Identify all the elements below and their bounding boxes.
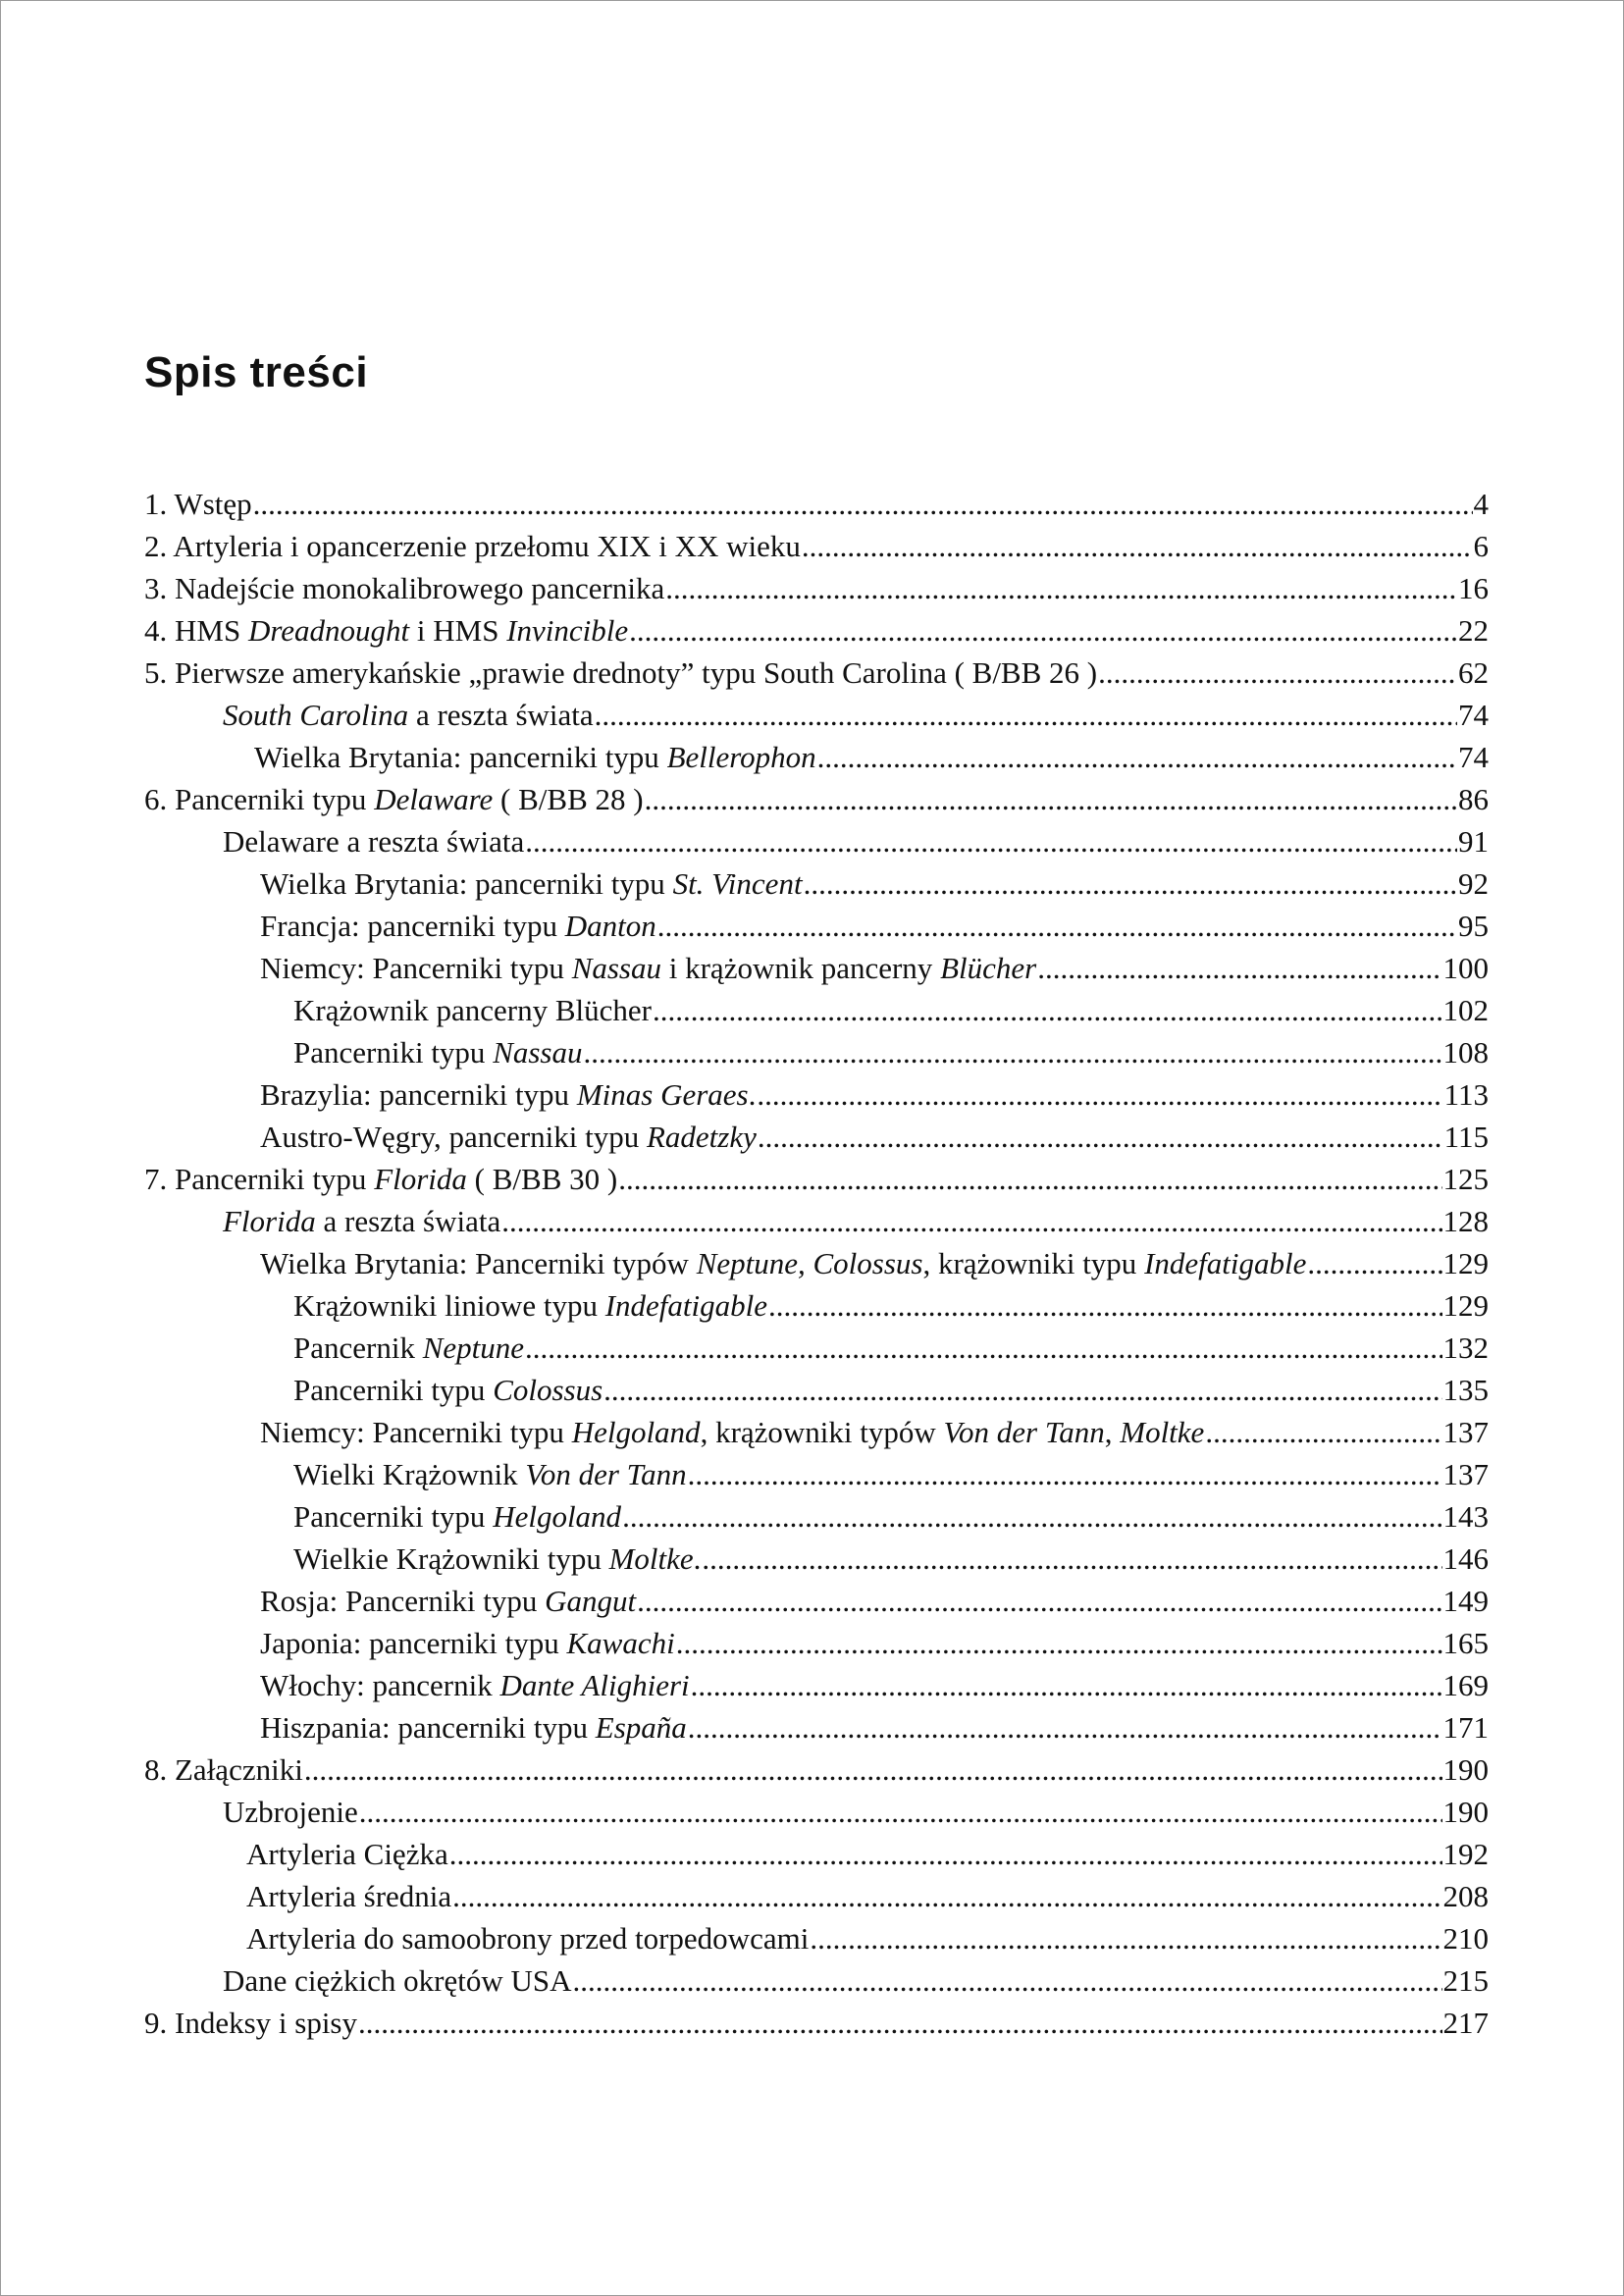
toc-title-italic: Helgoland [571,1415,701,1449]
toc-page-number: 210 [1442,1921,1489,1956]
toc-entry [144,567,1489,609]
dot-leader [804,862,1457,905]
toc-page-number: 217 [1442,2006,1489,2040]
toc-title-text: 6. Pancerniki typu [144,782,375,816]
dot-leader [637,1580,1441,1622]
toc-entry-title [260,1622,675,1664]
toc-title-italic: Indefatigable [604,1288,767,1323]
toc-page-number: 62 [1458,655,1489,690]
toc-entry [144,1959,1489,2002]
toc-entry [144,483,1489,525]
toc-title-italic: Nassau [493,1035,583,1070]
toc-title-text: , [1104,1415,1121,1449]
toc-page-number: 74 [1458,698,1489,732]
toc-title-italic: Minas Geraes [576,1077,749,1112]
toc-entry-title [260,947,1036,989]
toc-entry-title [223,694,594,736]
toc-page-number: 86 [1458,782,1489,816]
toc-entry-title [293,1327,524,1369]
toc-entry [144,1284,1489,1327]
toc-page-number: 92 [1458,866,1489,901]
toc-entry-title [246,1833,448,1875]
toc-page-number: 125 [1442,1162,1489,1196]
toc-page-number: 171 [1442,1710,1489,1745]
toc-title-text: Pancerniki typu [293,1373,494,1407]
toc-title-text: 1. Wstęp [144,487,252,521]
toc-title-italic: St. Vincent [672,866,803,901]
toc-title-italic: Blücher [940,951,1037,985]
toc-entry [144,1073,1489,1116]
dot-leader [595,694,1457,736]
toc-entry [144,778,1489,820]
toc-entry [144,1706,1489,1748]
toc-title-text: Delaware a reszta świata [223,824,525,859]
toc-entry [144,1200,1489,1242]
toc-title-text: a reszta świata [408,698,594,732]
toc-page-number: 6 [1473,529,1489,563]
toc-entry-title [260,1411,1204,1453]
toc-entry [144,1453,1489,1495]
toc-entry-title [223,820,524,862]
dot-leader [358,2002,1442,2044]
toc-page-number: 146 [1442,1541,1489,1576]
toc-page-number: 132 [1442,1331,1489,1365]
toc-title-text: Niemcy: Pancerniki typu [260,951,572,985]
toc-title-italic: Indefatigable [1144,1246,1307,1280]
toc-page-number: 208 [1442,1879,1489,1913]
toc-title-text: Wielka Brytania: Pancerniki typów [260,1246,697,1280]
dot-leader [525,820,1457,862]
toc-entry-title [144,525,801,567]
dot-leader [618,1158,1441,1200]
toc-title-text: Rosja: Pancerniki typu [260,1584,546,1618]
dot-leader [525,1327,1441,1369]
toc-page-number: 91 [1458,824,1489,859]
toc-entry-title [223,1791,358,1833]
toc-page-number: 215 [1442,1963,1489,1998]
toc-title-text: Pancerniki typu [293,1499,494,1534]
toc-title-italic: España [595,1710,687,1745]
dot-leader [768,1284,1442,1327]
toc-title-text: Uzbrojenie [223,1795,358,1829]
dot-leader [691,1664,1442,1706]
toc-entry [144,1327,1489,1369]
toc-title-text: Austro-Węgry, pancerniki typu [260,1120,647,1154]
toc-title-text: Dane ciężkich okrętów USA [223,1963,572,1998]
toc-entry-title [293,1369,602,1411]
page-title: Spis treści [144,348,369,396]
dot-leader [573,1959,1442,2002]
toc-title-text: Krążowniki liniowe typu [293,1288,605,1323]
toc-page-number: 108 [1442,1035,1489,1070]
toc-entry [144,1580,1489,1622]
toc-entry-title [293,1031,583,1073]
toc-title-italic: Colossus [493,1373,603,1407]
toc-entry [144,989,1489,1031]
toc-entry [144,694,1489,736]
toc-page-number: 74 [1458,740,1489,774]
dot-leader [1098,652,1457,694]
toc-title-text: 9. Indeksy i spisy [144,2006,357,2040]
toc-title-italic: Kawachi [566,1626,675,1660]
toc-page-number: 4 [1473,487,1489,521]
toc-entry [144,1031,1489,1073]
toc-entry-title [223,1200,500,1242]
toc-title-text: Wielka Brytania: pancerniki typu [254,740,667,774]
toc-page-number: 169 [1442,1668,1489,1702]
dot-leader [802,525,1473,567]
toc-entry-title [293,989,652,1031]
toc-entry [144,1622,1489,1664]
toc-entry [144,862,1489,905]
toc-title-italic: Neptune, Colossus [696,1246,923,1280]
toc-page-number: 149 [1442,1584,1489,1618]
table-of-contents [144,483,1489,2044]
toc-entry-title [293,1284,767,1327]
toc-entry [144,1242,1489,1284]
dot-leader [304,1748,1442,1791]
toc-title-text: Japonia: pancerniki typu [260,1626,567,1660]
toc-entry [144,609,1489,652]
toc-page-number: 102 [1442,993,1489,1027]
toc-page-number: 190 [1442,1795,1489,1829]
dot-leader [688,1706,1442,1748]
toc-entry-title [260,905,656,947]
toc-entry [144,1748,1489,1791]
toc-title-text: Niemcy: Pancerniki typu [260,1415,572,1449]
toc-title-italic: Invincible [506,613,629,648]
toc-title-italic: Dreadnought [247,613,410,648]
toc-title-italic: Moltke [608,1541,694,1576]
toc-title-text: ( B/BB 28 ) [493,782,644,816]
toc-title-text: Artyleria średnia [246,1879,452,1913]
toc-entry-title [144,2002,357,2044]
dot-leader [645,778,1457,820]
toc-title-italic: Bellerophon [666,740,816,774]
toc-entry-title [260,1664,690,1706]
toc-page-number: 129 [1442,1246,1489,1280]
toc-entry [144,736,1489,778]
toc-page-number: 165 [1442,1626,1489,1660]
toc-entry [144,1116,1489,1158]
toc-title-text: a reszta świata [315,1204,501,1238]
toc-entry [144,1538,1489,1580]
toc-title-text: . [748,1077,757,1112]
toc-entry-title [293,1495,621,1538]
toc-title-text: Brazylia: pancerniki typu [260,1077,577,1112]
toc-title-text: 5. Pierwsze amerykańskie „prawie drednoty” typu South Carolina ( B/BB 26 ) [144,655,1098,690]
toc-entry-title [144,609,628,652]
toc-entry [144,1495,1489,1538]
dot-leader [653,989,1442,1031]
toc-title-text: 4. HMS [144,613,248,648]
dot-leader [629,609,1457,652]
toc-page-number: 143 [1442,1499,1489,1534]
toc-entry [144,1158,1489,1200]
toc-entry-title [144,778,644,820]
dot-leader [702,1538,1441,1580]
toc-title-italic: South Carolina [223,698,409,732]
toc-entry [144,2002,1489,2044]
toc-title-text: 8. Załączniki [144,1752,303,1787]
toc-title-text: Wielka Brytania: pancerniki typu [260,866,673,901]
dot-leader [584,1031,1442,1073]
dot-leader [603,1369,1441,1411]
toc-entry [144,905,1489,947]
dot-leader [665,567,1457,609]
toc-entry [144,1369,1489,1411]
toc-page-number: 16 [1458,571,1489,605]
dot-leader [1037,947,1441,989]
toc-entry-title [293,1453,687,1495]
dot-leader [501,1200,1441,1242]
toc-title-text: 7. Pancerniki typu [144,1162,375,1196]
toc-title-italic: Nassau [571,951,661,985]
dot-leader [359,1791,1442,1833]
dot-leader [449,1833,1442,1875]
toc-entry-title [246,1917,809,1959]
toc-title-text: i HMS [409,613,507,648]
toc-entry-title [144,1158,617,1200]
toc-title-italic: Radetzky [646,1120,757,1154]
toc-title-italic: Dante Alighieri [499,1668,690,1702]
toc-title-text: Hiszpania: pancerniki typu [260,1710,596,1745]
toc-entry [144,1833,1489,1875]
toc-entry [144,1791,1489,1833]
toc-entry [144,1917,1489,1959]
toc-title-text: Artyleria Ciężka [246,1837,448,1871]
toc-page-number: 128 [1442,1204,1489,1238]
toc-entry-title [246,1875,451,1917]
dot-leader [452,1875,1441,1917]
toc-entry-title [260,1580,636,1622]
toc-entry-title [260,1242,1306,1284]
toc-title-italic: Gangut [545,1584,637,1618]
toc-title-text: Wielki Krążownik [293,1457,526,1491]
toc-entry-title [144,652,1097,694]
toc-page-number: 95 [1458,909,1489,943]
dot-leader [688,1453,1442,1495]
toc-title-text: Wielkie Krążowniki typu [293,1541,609,1576]
toc-title-text: Krążownik pancerny Blücher [293,993,652,1027]
toc-title-text: Artyleria do samoobrony przed torpedowcami [246,1921,810,1956]
toc-entry [144,525,1489,567]
toc-page-number: 192 [1442,1837,1489,1871]
toc-title-text: . [693,1541,702,1576]
dot-leader [758,1116,1443,1158]
toc-title-text: Pancernik [293,1331,423,1365]
toc-title-italic: Neptune [422,1331,525,1365]
toc-entry [144,1875,1489,1917]
dot-leader [817,736,1457,778]
toc-entry-title [223,1959,572,2002]
toc-entry-title [293,1538,701,1580]
toc-title-text: ( B/BB 30 ) [466,1162,618,1196]
toc-entry-title [144,1748,303,1791]
toc-entry [144,947,1489,989]
dot-leader [757,1073,1442,1116]
toc-title-italic: Von der Tann [943,1415,1105,1449]
dot-leader [622,1495,1441,1538]
toc-title-text: 2. Artyleria i opancerzenie przełomu XIX i XX wieku [144,529,801,563]
dot-leader [676,1622,1442,1664]
toc-title-italic: Florida [374,1162,467,1196]
dot-leader [810,1917,1441,1959]
toc-entry-title [260,1116,757,1158]
toc-entry-title [144,483,252,525]
dot-leader [1205,1411,1441,1453]
toc-title-italic: Delaware [374,782,494,816]
toc-page-number: 135 [1442,1373,1489,1407]
toc-entry-title [260,1706,687,1748]
toc-title-text: Francja: pancerniki typu [260,909,565,943]
toc-title-italic: Florida [223,1204,316,1238]
dot-leader [657,905,1457,947]
dot-leader [1307,1242,1441,1284]
toc-entry-title [260,862,803,905]
toc-title-text: , krążowniki typów [700,1415,944,1449]
toc-title-text: i krążownik pancerny [661,951,941,985]
toc-entry [144,652,1489,694]
toc-entry [144,1411,1489,1453]
toc-title-italic: Helgoland [493,1499,622,1534]
toc-title-text: Pancerniki typu [293,1035,494,1070]
toc-title-text: , krążowniki typu [922,1246,1145,1280]
toc-title-italic: Danton [564,909,656,943]
toc-title-text: Włochy: pancernik [260,1668,500,1702]
toc-page-number: 129 [1442,1288,1489,1323]
toc-page-number: 137 [1442,1415,1489,1449]
toc-page-number: 100 [1442,951,1489,985]
dot-leader [253,483,1473,525]
toc-page-number: 137 [1442,1457,1489,1491]
toc-entry [144,820,1489,862]
toc-title-italic: Von der Tann [525,1457,687,1491]
toc-entry-title [260,1073,756,1116]
toc-entry-title [144,567,664,609]
toc-title-text: 3. Nadejście monokalibrowego pancernika [144,571,665,605]
toc-page-number: 115 [1443,1120,1489,1154]
toc-page-number: 190 [1442,1752,1489,1787]
toc-page-number: 22 [1458,613,1489,648]
toc-entry [144,1664,1489,1706]
toc-page-number: 113 [1443,1077,1489,1112]
toc-title-italic: Moltke [1120,1415,1205,1449]
toc-entry-title [254,736,816,778]
